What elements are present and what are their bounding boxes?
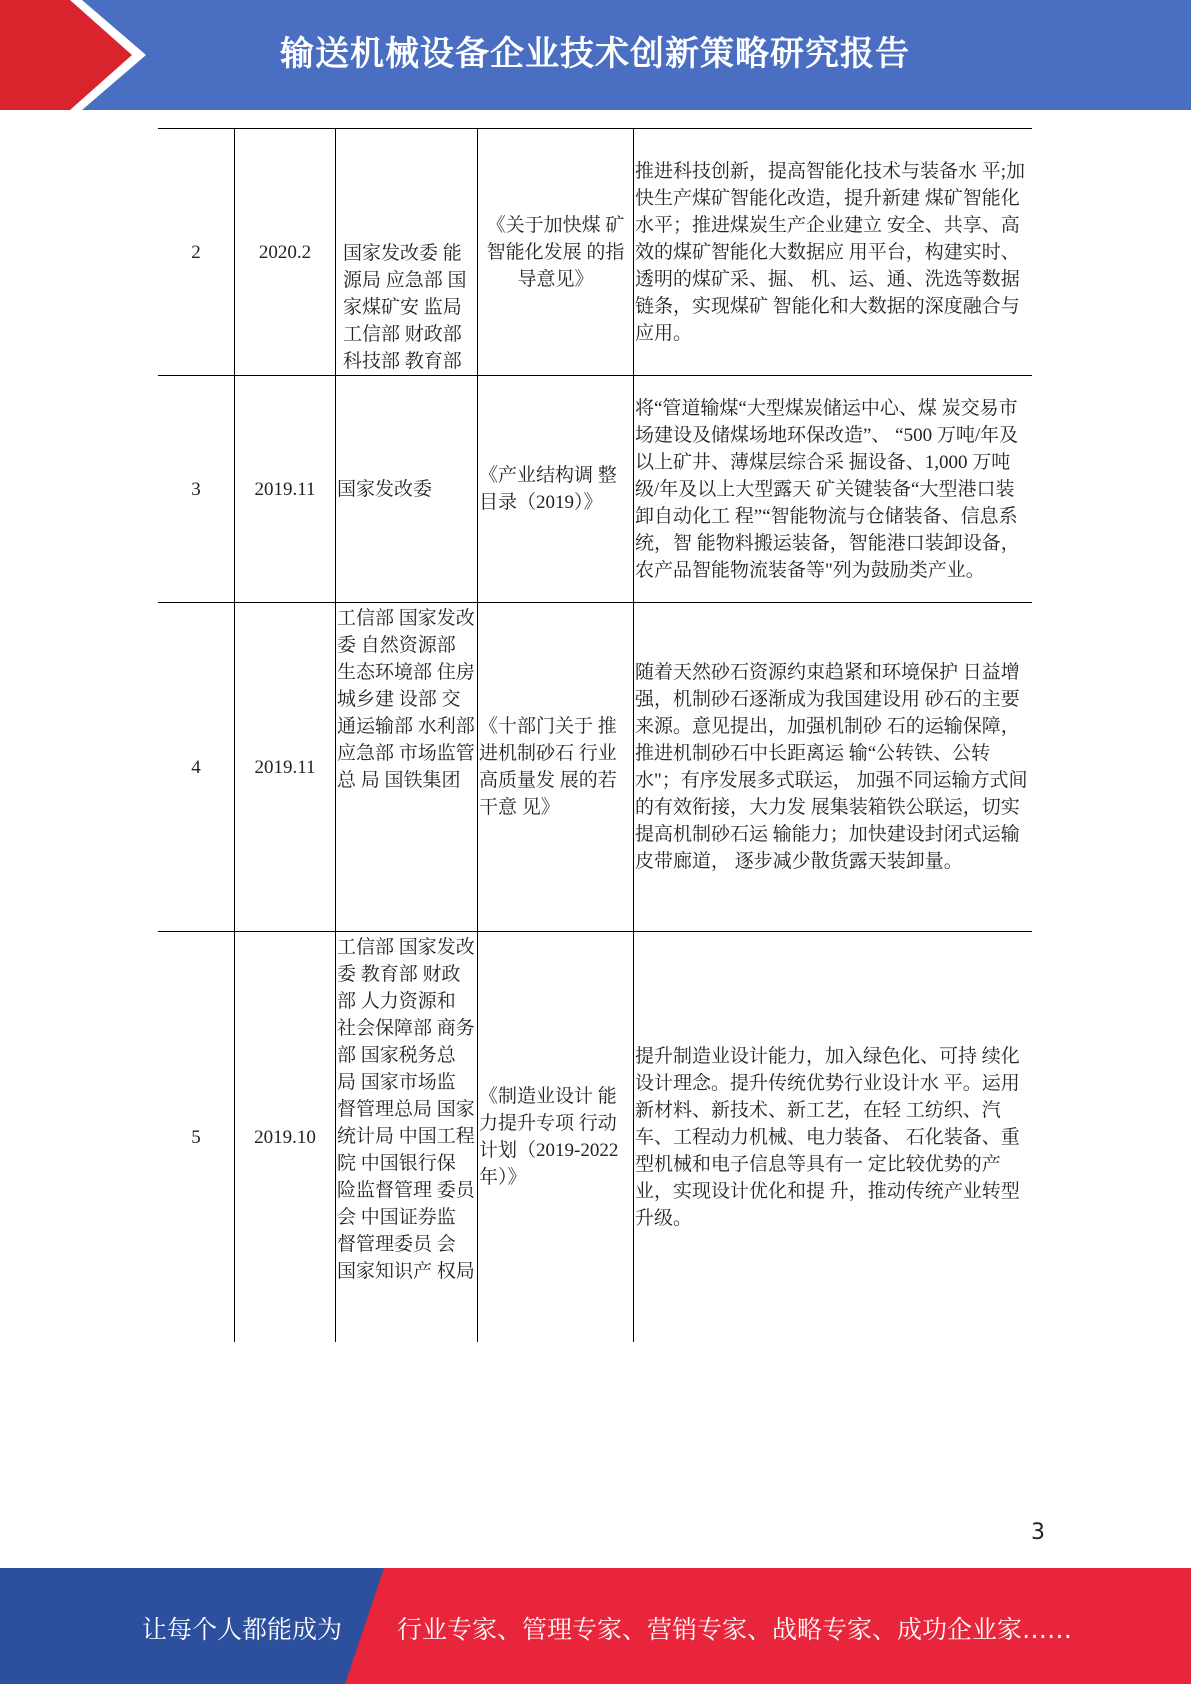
table-row <box>158 931 1032 1342</box>
row-date: 2019.11 <box>234 376 335 602</box>
row-department: 国家发改委 <box>337 478 433 500</box>
table-row <box>158 602 1032 931</box>
row-document: 《十部门关于 推进机制砂石 行业高质量发 展的若干意 见》 <box>479 716 617 818</box>
row-department: 工信部 国家发改委 教育部 财政部 人力资源和 社会保障部 商务部 国家税务总 局 国家市场监 督管理总局 国家统计局 中国工程院 中国银行保 险监督管理 委员会 中国证券监 督管理委员 会 国家知识产 权局 <box>337 937 475 1282</box>
page-footer <box>0 1568 1191 1684</box>
row-department: 国家发改委 能源局 应急部 国家煤矿安 监局 工信部 财政部 科技部 教育部 <box>343 243 467 372</box>
footer-right-text: 行业专家、管理专家、营销专家、战略专家、成功企业家…… <box>397 1615 1073 1644</box>
row-department-cell <box>335 932 477 1342</box>
table-row <box>158 128 1032 375</box>
row-number: 4 <box>191 756 201 778</box>
row-number: 5 <box>191 1126 201 1148</box>
page-header <box>0 0 1191 110</box>
row-content: 推进科技创新，提高智能化技术与装备水 平;加快生产煤矿智能化改造，提升新建 煤矿智能化水平；推进煤炭生产企业建立 安全、共享、高效的煤矿智能化大数据应 用平台，构建实时、透明的煤矿采、掘、 机、运、通、洗选等数据链条，实现煤矿 智能化和大数据的深度融合与应用。 <box>635 160 1026 344</box>
row-document-cell <box>477 129 633 375</box>
row-document-cell <box>477 603 633 931</box>
row-department-cell <box>335 603 477 931</box>
header-chevron-icon <box>0 0 160 110</box>
row-content: 提升制造业设计能力，加入绿色化、可持 续化设计理念。提升传统优势行业设计水 平。运用新材料、新技术、新工艺，在轻 工纺织、汽车、工程动力机械、电力装备、 石化装备、重型机械和电子信息等具有一 定比较优势的产业，实现设计优化和提 升，推动传统产业转型升级。 <box>635 1045 1020 1229</box>
row-content-cell <box>633 603 1032 931</box>
policy-table <box>158 128 1032 1342</box>
row-content: 将“管道输煤“大型煤炭储运中心、煤 炭交易市场建设及储煤场地环保改造”、 “500 万吨/年及以上矿井、薄煤层综合采 掘设备、1,000 万吨级/年及以上大型露天 矿关键装备“大型港口装卸自动化工 程”“智能物流与仓储装备、信息系统，智 能物料搬运装备，智能港口装卸设备，农产品智能物流装备等"列为鼓励类产业。 <box>635 397 1020 581</box>
header-title: 输送机械设备企业技术创新策略研究报告 <box>280 34 910 74</box>
row-content-cell <box>633 129 1032 375</box>
row-date: 2019.10 <box>234 932 335 1342</box>
page-number: 3 <box>1031 1520 1045 1545</box>
row-document: 《产业结构调 整目录（2019）》 <box>479 465 617 513</box>
row-document: 《制造业设计 能力提升专项 行动计划（2019-2022年）》 <box>479 1086 619 1188</box>
row-department-cell <box>335 129 477 375</box>
row-document-cell <box>477 932 633 1342</box>
row-number: 2 <box>191 241 201 263</box>
row-department: 工信部 国家发改委 自然资源部 生态环境部 住房城乡建 设部 交通运输部 水利部 应急部 市场监管总 局 国铁集团 <box>337 608 475 791</box>
row-content-cell <box>633 376 1032 602</box>
row-number: 3 <box>191 478 201 500</box>
row-content-cell <box>633 932 1032 1342</box>
row-department-cell <box>335 376 477 602</box>
table-row <box>158 375 1032 602</box>
row-document: 《关于加快煤 矿智能化发展 的指导意见》 <box>486 214 625 290</box>
row-document-cell <box>477 376 633 602</box>
row-date: 2020.2 <box>234 129 335 375</box>
row-date: 2019.11 <box>234 603 335 931</box>
footer-left-text: 让每个人都能成为 <box>142 1615 343 1644</box>
row-content: 随着天然砂石资源约束趋紧和环境保护 日益增强，机制砂石逐渐成为我国建设用 砂石的主要来源。意见提出，加强机制砂 石的运输保障，推进机制砂石中长距离运 输“公转铁、公转水"；有序发展多式联运， 加强不同运输方式间的有效衔接，大力发 展集装箱铁公联运，切实提高机制砂石运 输能力；加快建设封闭式运输皮带廊道， 逐步减少散货露天装卸量。 <box>635 662 1028 872</box>
